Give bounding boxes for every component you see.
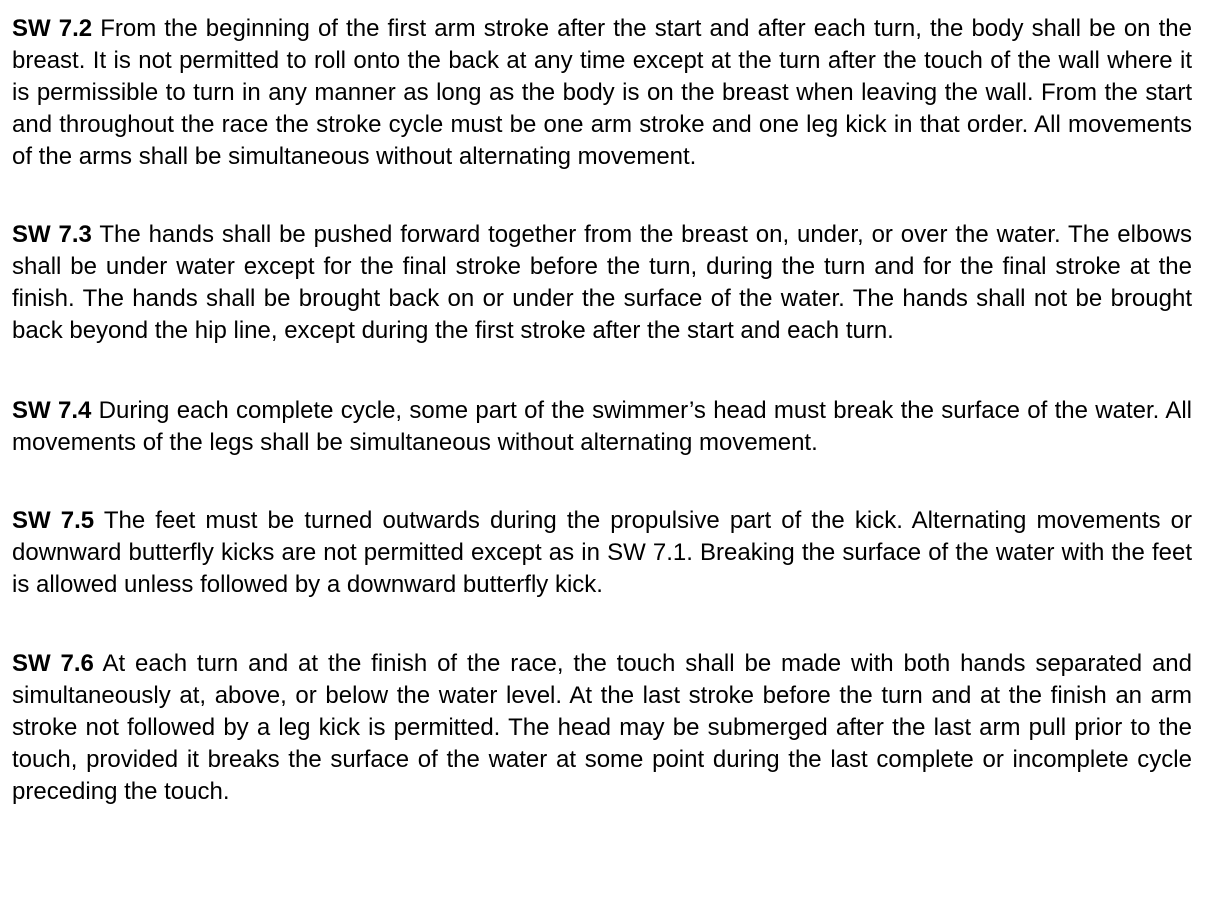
rule-sw-7-6 [12, 648, 1192, 808]
rule-number: SW 7.5 [12, 507, 95, 534]
rule-number: SW 7.4 [12, 397, 92, 424]
rule-number: SW 7.3 [12, 221, 92, 248]
rule-sw-7-5 [12, 505, 1192, 601]
rule-sw-7-2 [12, 13, 1192, 173]
rule-text: From the beginning of the first arm stroke after the start and after each turn, the body shall be on the breast. It is not permitted to roll onto the back at any time except at the turn after the touch of the wall where it is permissible to turn in any manner as long as the body is on the breast when leaving the wall. From the start and throughout the race the stroke cycle must be one arm stroke and one leg kick in that order. All movements of the arms shall be simultaneous without alternating movement. [12, 15, 1192, 170]
rule-number: SW 7.6 [12, 650, 94, 677]
rule-number: SW 7.2 [12, 15, 93, 42]
rule-text: During each complete cycle, some part of the swimmer’s head must break the surface of the water. All movements of the legs shall be simultaneous without alternating movement. [12, 397, 1192, 456]
document-page [12, 13, 1192, 808]
rule-text: The feet must be turned outwards during the propulsive part of the kick. Alternating movements or downward butterfly kicks are not permitted except as in SW 7.1. Breaking the surface of the water with the feet is allowed unless followed by a downward butterfly kick. [12, 507, 1193, 598]
rule-text: The hands shall be pushed forward together from the breast on, under, or over the water. The elbows shall be under water except for the final stroke before the turn, during the turn and for the final stroke at the finish. The hands shall be brought back on or under the surface of the water. The hands shall not be brought back beyond the hip line, except during the first stroke after the start and each turn. [12, 221, 1192, 344]
rule-text: At each turn and at the finish of the race, the touch shall be made with both hands separated and simultaneously at, above, or below the water level. At the last stroke before the turn and at the finish an arm stroke not followed by a leg kick is permitted. The head may be submerged after the last arm pull prior to the touch, provided it breaks the surface of the water at some point during the last complete or incomplete cycle preceding the touch. [12, 650, 1192, 805]
rule-sw-7-3 [12, 219, 1192, 347]
rule-sw-7-4 [12, 395, 1192, 459]
